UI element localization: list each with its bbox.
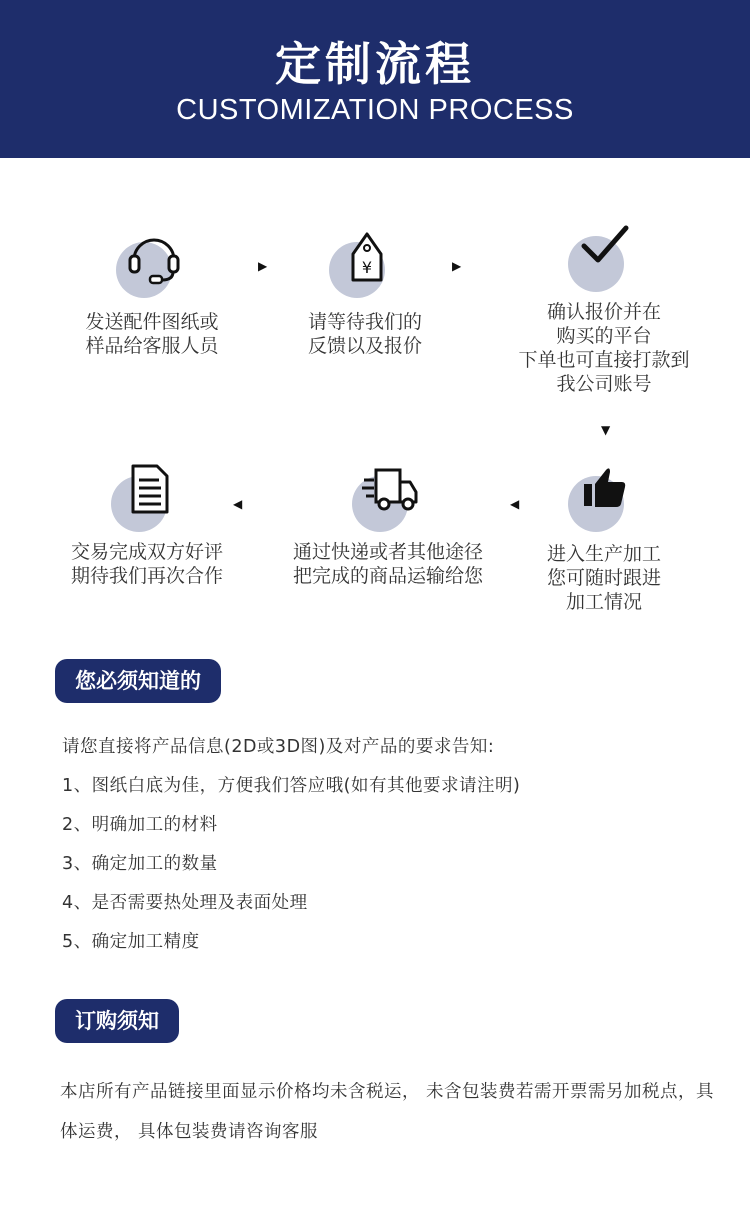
page-title: 定制流程 [275, 37, 475, 91]
process-step-5 [270, 462, 506, 588]
list-item: 1、图纸白底为佳，方便我们答应哦(如有其他要求请注明) [62, 776, 521, 796]
arrow-right-icon: ▶ [452, 259, 462, 273]
process-step-2 [280, 228, 450, 358]
list-item: 2、明确加工的材料 [62, 815, 218, 835]
list-item: 5、确定加工精度 [62, 932, 200, 952]
process-step-4 [524, 462, 684, 614]
requirements-heading: 您必须知道的 [55, 659, 221, 703]
list-item: 3、确定加工的数量 [62, 854, 218, 874]
delivery-truck-icon [360, 462, 420, 522]
process-step-6 [50, 462, 244, 588]
process-step-1 [60, 228, 244, 358]
step-label: 交易完成双方好评 期待我们再次合作 [70, 541, 223, 587]
headset-icon [124, 228, 184, 288]
list-item: 请您直接将产品信息(2D或3D图)及对产品的要求告知: [62, 737, 495, 757]
step-label: 请等待我们的 反馈以及报价 [307, 311, 422, 357]
list-item: 4、是否需要热处理及表面处理 [62, 893, 308, 913]
thumbs-up-icon [576, 462, 636, 522]
step-label: 发送配件图纸或 样品给客服人员 [85, 311, 219, 357]
svg-text:¥: ¥ [361, 258, 373, 277]
order-notice-heading: 订购须知 [55, 999, 179, 1043]
step-label: 进入生产加工 您可随时跟进 加工情况 [546, 543, 661, 613]
arrow-right-icon: ▶ [258, 259, 268, 273]
arrow-left-icon: ◀ [510, 497, 520, 511]
arrow-down-icon: ▼ [601, 423, 611, 437]
order-notice-text: 本店所有产品链接里面显示价格均未含税运， 未含包装费若需开票需另加税点，具体运费， 具体包装费请咨询客服 [60, 1082, 715, 1142]
header-banner [0, 0, 750, 158]
step-label: 通过快递或者其他途径 把完成的商品运输给您 [292, 541, 483, 587]
requirements-list [62, 734, 732, 968]
process-step-3 [494, 222, 714, 396]
step-label: 确认报价并在 购买的平台 下单也可直接打款到 我公司账号 [518, 301, 690, 395]
document-icon [119, 462, 179, 522]
arrow-left-icon: ◀ [233, 497, 243, 511]
checkmark-icon [576, 222, 636, 282]
page-subtitle: CUSTOMIZATION PROCESS [176, 94, 574, 126]
price-tag-icon [337, 228, 397, 288]
